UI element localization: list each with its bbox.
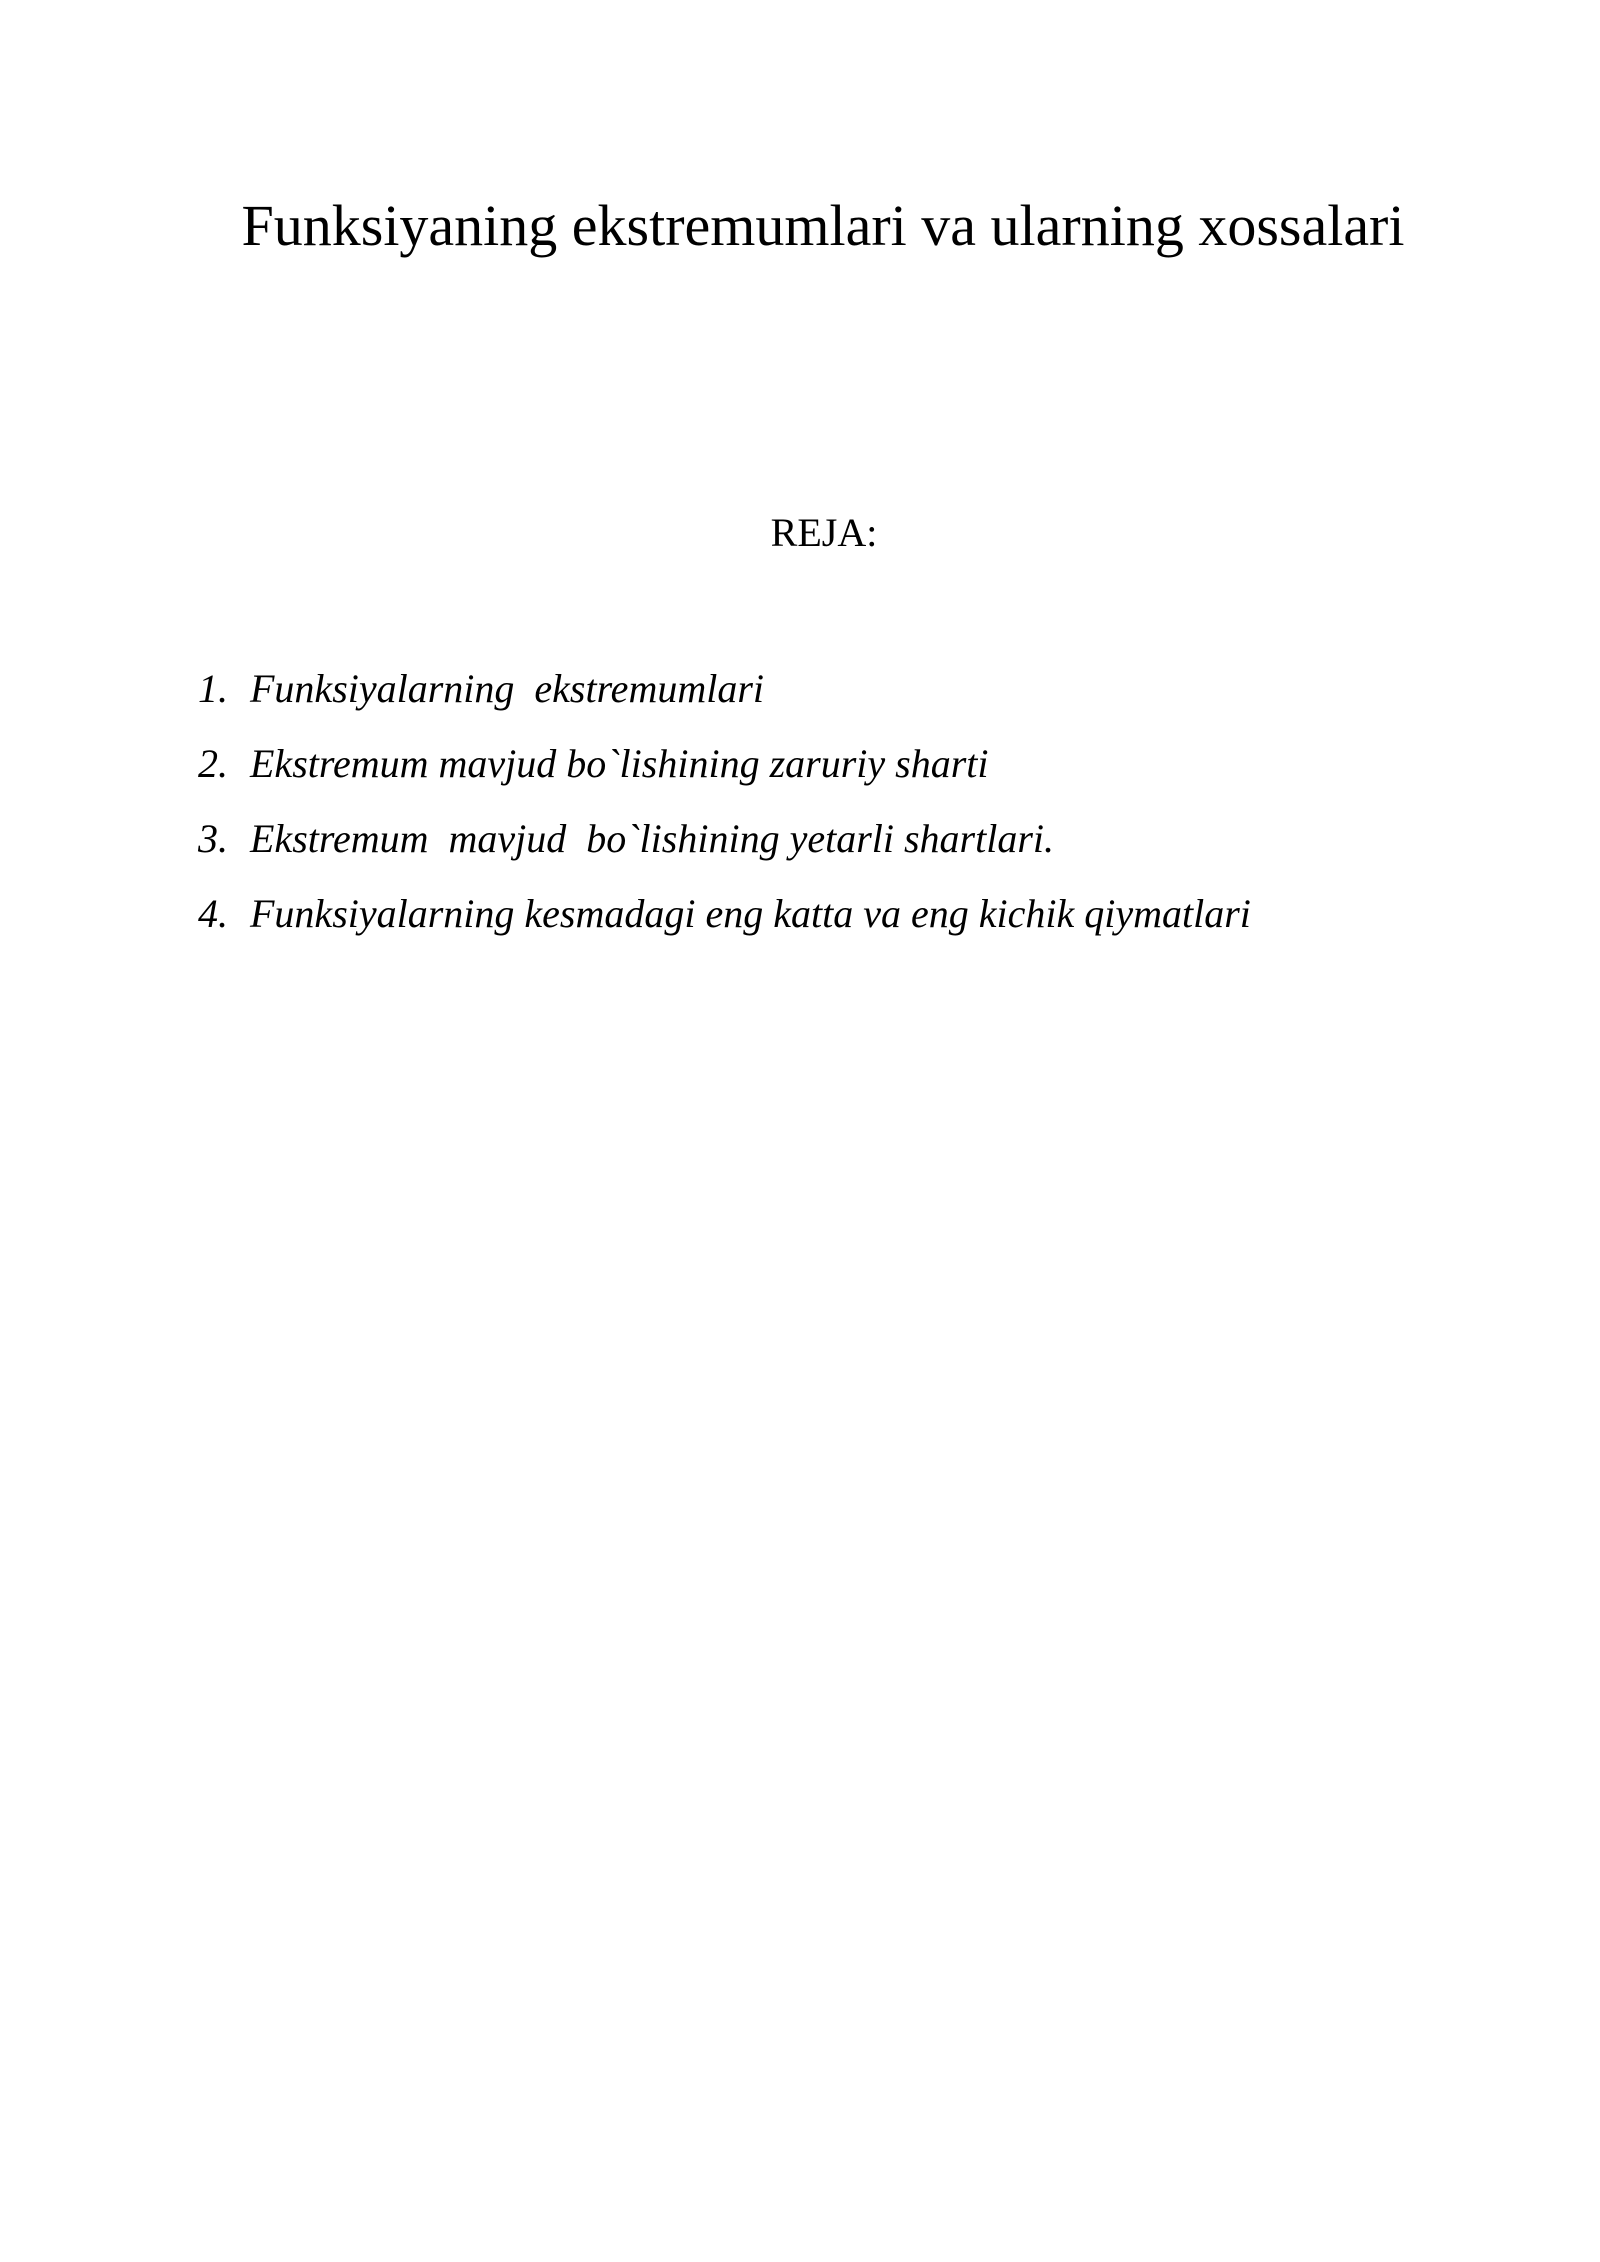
plan-item-number: 3. bbox=[198, 816, 228, 861]
plan-item-3 bbox=[198, 801, 1498, 876]
plan-list bbox=[198, 651, 1498, 951]
document-title: Funksiyaning ekstremumlari va ularning xossalari bbox=[241, 193, 1405, 258]
plan-item-text: Ekstremum mavjud bo`lishining zaruriy sharti bbox=[250, 741, 989, 786]
plan-item-text: Ekstremum mavjud bo`lishining yetarli shartlari. bbox=[250, 816, 1055, 861]
plan-item-number: 4. bbox=[198, 891, 228, 936]
plan-heading: REJA: bbox=[770, 510, 878, 555]
plan-item-number: 2. bbox=[198, 741, 228, 786]
plan-item-text: Funksiyalarning ekstremumlari bbox=[250, 666, 765, 711]
plan-item-text: Funksiyalarning kesmadagi eng katta va eng kichik qiymatlari bbox=[250, 891, 1251, 936]
plan-item-2 bbox=[198, 726, 1498, 801]
plan-item-1 bbox=[198, 651, 1498, 726]
plan-item-number: 1. bbox=[198, 666, 228, 711]
plan-item-4 bbox=[198, 876, 1498, 951]
